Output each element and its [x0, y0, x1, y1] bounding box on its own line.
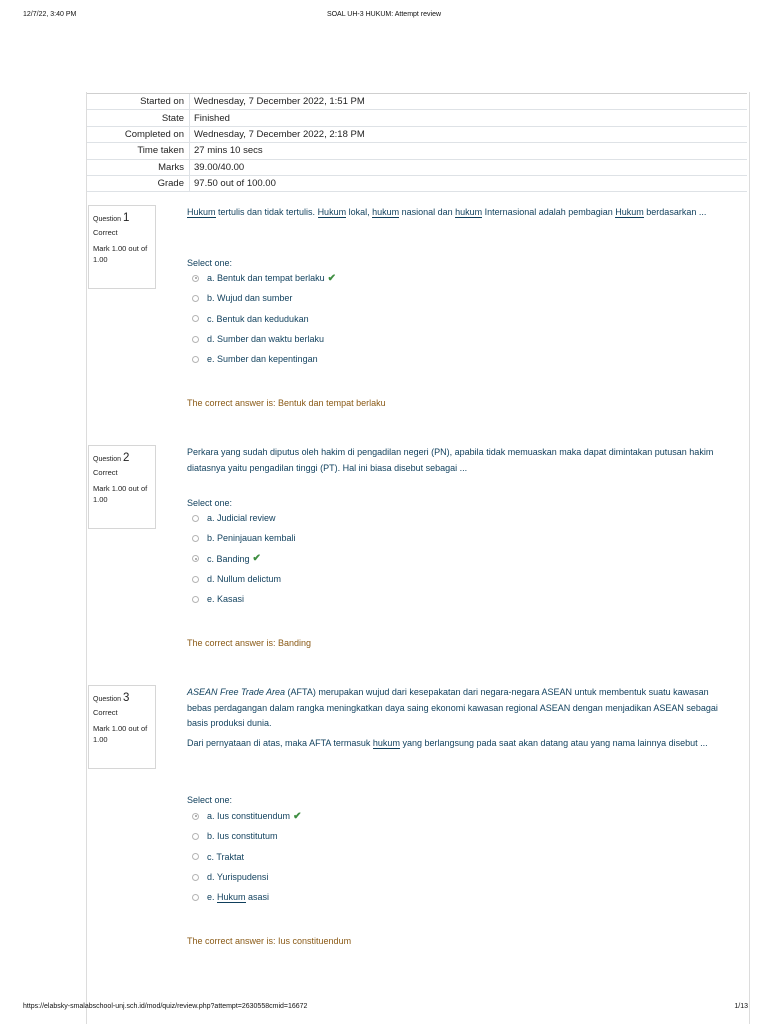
answer-options [187, 806, 301, 907]
radio-button[interactable] [192, 275, 199, 282]
summary-value: 39.00/40.00 [190, 159, 748, 175]
question-info [88, 445, 156, 529]
summary-row [87, 110, 747, 126]
summary-row [87, 94, 747, 110]
answer-option-label: c. Bentuk dan kedudukan [207, 313, 309, 324]
summary-value: Wednesday, 7 December 2022, 2:18 PM [190, 126, 748, 142]
question-number [93, 452, 151, 464]
question-number [93, 212, 151, 224]
summary-label: Time taken [87, 143, 190, 159]
answer-option[interactable] [187, 847, 301, 867]
question-state: Correct [93, 468, 118, 477]
radio-button[interactable] [192, 315, 199, 322]
question-label: Question [93, 456, 122, 463]
question-text-segment: tertulis dan tidak tertulis. [215, 207, 318, 217]
answer-option-label: d. Yurispudensi [207, 872, 269, 883]
question-text [187, 205, 732, 221]
question-info [88, 685, 156, 769]
select-one-prompt: Select one: [187, 258, 233, 268]
question-content [187, 445, 732, 648]
question-text [187, 445, 732, 476]
answer-option[interactable] [187, 309, 336, 329]
radio-button[interactable] [192, 356, 199, 363]
question-info [88, 205, 156, 289]
answer-option[interactable] [187, 826, 301, 846]
answer-option[interactable] [187, 806, 301, 826]
print-title: SOAL UH-3 HUKUM: Attempt review [326, 11, 442, 18]
answer-option-label: a. Judicial review [207, 513, 276, 524]
summary-row [87, 143, 747, 159]
checkmark-icon: ✔ [252, 553, 261, 565]
question-mark: Mark 1.00 out of 1.00 [93, 484, 148, 504]
answer-option-label: a. Ius constituendum [207, 811, 291, 822]
answer-option-label: c. Banding [207, 553, 250, 564]
hukum-link[interactable]: Hukum [217, 892, 246, 903]
hukum-link[interactable]: Hukum [187, 207, 216, 217]
question-text-segment: lokal, [346, 207, 373, 217]
question-state: Correct [93, 228, 118, 237]
hukum-link[interactable]: Hukum [615, 207, 644, 217]
answer-option[interactable] [187, 508, 296, 528]
select-one-prompt: Select one: [187, 795, 233, 805]
hukum-link[interactable]: hukum [372, 737, 400, 748]
question-text [187, 685, 732, 751]
summary-value: 27 mins 10 secs [190, 143, 748, 159]
question-label: Question [93, 696, 122, 703]
answer-option-label: b. Peninjauan kembali [207, 533, 296, 544]
answer-option[interactable] [187, 268, 336, 288]
correct-answer-feedback: The correct answer is: Bentuk dan tempat berlaku [187, 398, 386, 408]
answer-option-label: e. Hukum asasi [207, 892, 270, 903]
question-text-segment: yang berlangsung pada saat akan datang atau yang nama lainnya disebut ... [399, 737, 708, 748]
radio-button[interactable] [192, 295, 199, 302]
radio-button[interactable] [192, 874, 199, 881]
answer-option-label: b. Ius constitutum [207, 831, 278, 842]
radio-button[interactable] [192, 576, 199, 583]
summary-label: Marks [87, 159, 190, 175]
summary-label: Completed on [87, 126, 190, 142]
radio-button[interactable] [192, 555, 199, 562]
question-content [187, 205, 732, 408]
summary-label: Grade [87, 175, 190, 191]
answer-options [187, 508, 296, 609]
radio-button[interactable] [192, 813, 199, 820]
question-label: Question [93, 216, 122, 223]
summary-value: Finished [190, 110, 748, 126]
question-number-value: 1 [122, 212, 130, 224]
question-content [187, 685, 732, 946]
correct-answer-feedback: The correct answer is: Banding [187, 638, 312, 648]
print-url: https://elabsky-smalabschool-unj.sch.id/mod/quiz/review.php?attempt=2630558cmid=16672 [23, 1003, 308, 1010]
question-text-segment: (AFTA) merupakan wujud dari kesepakatan dari negara-negara ASEAN untuk membentuk suatu kawasan bebas perdagangan dalam rangka meningkatkan daya saing ekonomi kawasan regional ASEAN dengan menjadikan ASEAN sebagai basis produksi dunia. [187, 687, 718, 728]
hukum-link[interactable]: hukum [455, 207, 483, 217]
radio-button[interactable] [192, 336, 199, 343]
question-mark: Mark 1.00 out of 1.00 [93, 724, 148, 744]
attempt-summary-table [87, 93, 747, 192]
radio-button[interactable] [192, 596, 199, 603]
radio-button[interactable] [192, 515, 199, 522]
answer-option[interactable] [187, 349, 336, 369]
answer-option-label: a. Bentuk dan tempat berlaku [207, 273, 325, 284]
answer-options [187, 268, 336, 369]
question-state: Correct [93, 708, 118, 717]
print-page-number: 1/13 [734, 1003, 748, 1010]
question-paragraph [187, 736, 732, 752]
radio-button[interactable] [192, 853, 199, 860]
question-paragraph [187, 685, 732, 732]
answer-option-label: c. Traktat [207, 851, 245, 862]
summary-row [87, 126, 747, 142]
answer-option-label: d. Sumber dan waktu berlaku [207, 334, 325, 345]
summary-label: State [87, 110, 190, 126]
radio-button[interactable] [192, 535, 199, 542]
answer-option[interactable] [187, 549, 296, 569]
answer-option-label: d. Nullum delictum [207, 574, 282, 585]
summary-label: Started on [87, 94, 190, 110]
italic-term: ASEAN Free Trade Area [187, 687, 286, 697]
question-text-segment: Dari pernyataan di atas, maka AFTA termasuk [187, 737, 373, 748]
question-number-value: 3 [122, 692, 130, 704]
question-text-segment: Perkara yang sudah diputus oleh hakim di pengadilan negeri (PN), apabila tidak memuaskan maka dapat dimintakan putusan hakim diatasnya yaitu pengadilan tinggi (PT). Hal ini biasa disebut sebagai ... [187, 447, 714, 473]
answer-option-label: e. Sumber dan kepentingan [207, 354, 318, 365]
answer-option[interactable] [187, 528, 296, 548]
question-paragraph [187, 205, 732, 221]
correct-answer-feedback: The correct answer is: Ius constituendum [187, 936, 352, 946]
hukum-link[interactable]: hukum [372, 207, 400, 217]
summary-value: Wednesday, 7 December 2022, 1:51 PM [190, 94, 748, 110]
answer-option-label: b. Wujud dan sumber [207, 293, 293, 304]
summary-value: 97.50 out of 100.00 [190, 175, 748, 191]
question-text-segment: berdasarkan ... [643, 207, 707, 217]
answer-option[interactable] [187, 329, 336, 349]
answer-option[interactable] [187, 288, 336, 308]
summary-row [87, 175, 747, 191]
print-date: 12/7/22, 3:40 PM [23, 11, 77, 18]
answer-option[interactable] [187, 589, 296, 609]
question-number [93, 692, 151, 704]
radio-button[interactable] [192, 833, 199, 840]
checkmark-icon: ✔ [327, 272, 336, 284]
question-text-segment: Internasional adalah pembagian [482, 207, 616, 217]
answer-option[interactable] [187, 867, 301, 887]
select-one-prompt: Select one: [187, 498, 233, 508]
radio-button[interactable] [192, 894, 199, 901]
question-number-value: 2 [122, 452, 130, 464]
question-paragraph [187, 445, 732, 476]
hukum-link[interactable]: Hukum [317, 207, 347, 217]
summary-row [87, 159, 747, 175]
question-text-segment: nasional dan [399, 207, 456, 217]
answer-option-label: e. Kasasi [207, 594, 245, 605]
question-mark: Mark 1.00 out of 1.00 [93, 244, 148, 264]
checkmark-icon: ✔ [293, 810, 302, 822]
answer-option[interactable] [187, 887, 301, 907]
answer-option[interactable] [187, 569, 296, 589]
page-frame [86, 92, 750, 1024]
